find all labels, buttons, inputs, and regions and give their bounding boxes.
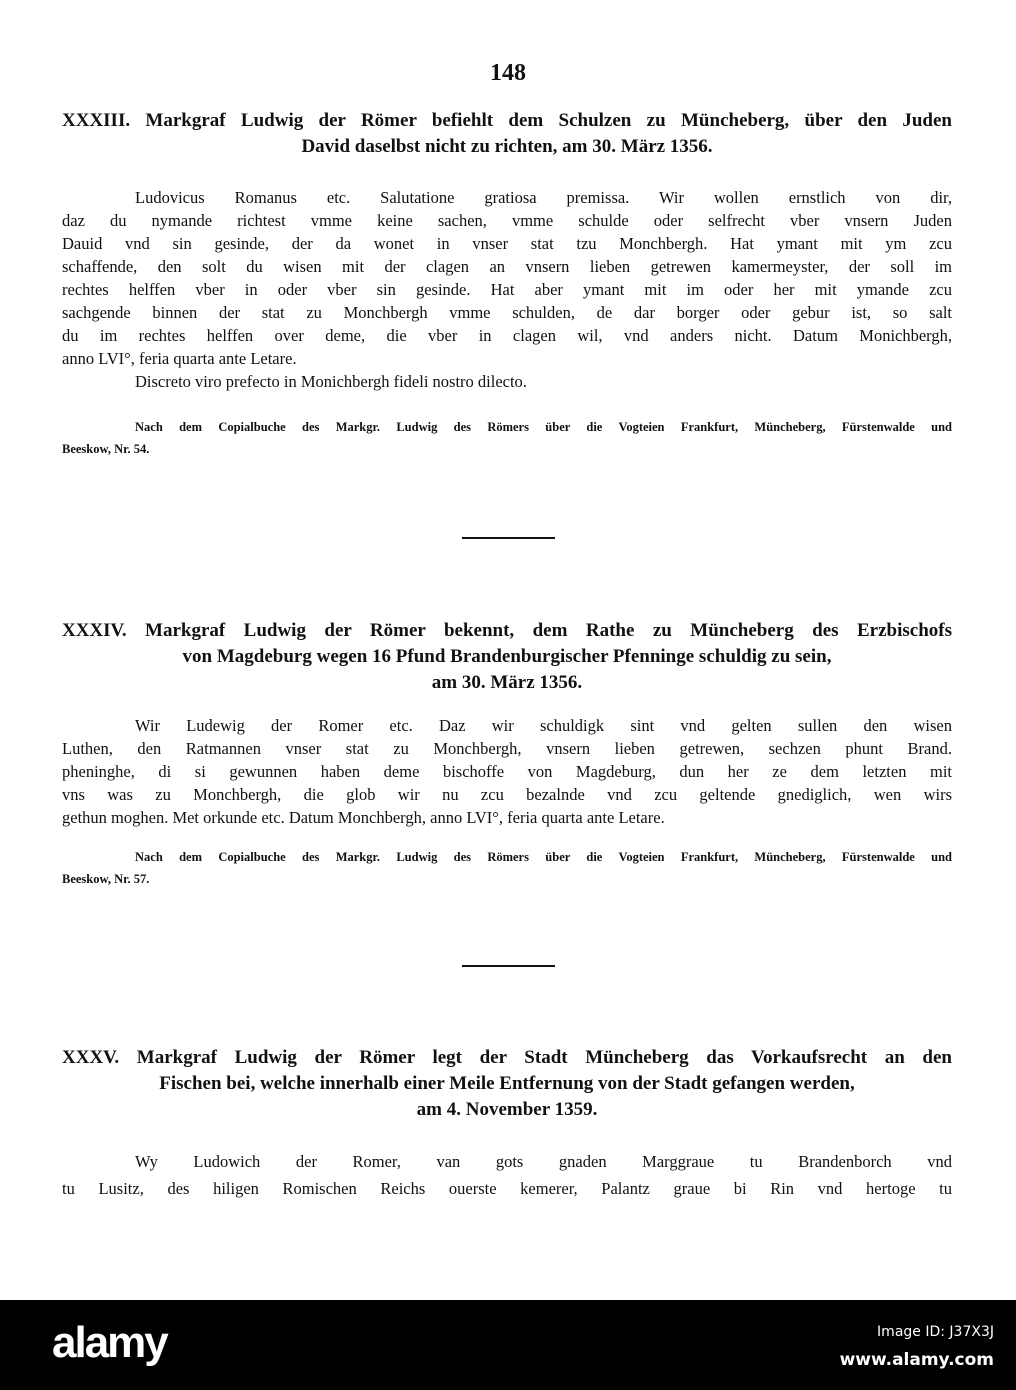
heading-line: von Magdeburg wegen 16 Pfund Brandenburgischer Pfenninge schuldig zu sein, <box>182 646 832 667</box>
body-line: sachgende binnen der stat zu Monchbergh vmme schulden, de dar borger oder gebur ist, so salt <box>62 303 952 322</box>
heading-line: XXXIII. Markgraf Ludwig der Römer befiehlt dem Schulzen zu Müncheberg, über den Juden <box>62 110 952 131</box>
heading-line: XXXV. Markgraf Ludwig der Römer legt der Stadt Müncheberg das Vorkaufsrecht an den <box>62 1047 952 1068</box>
heading-line: Fischen bei, welche innerhalb einer Meile Entfernung von der Stadt gefangen werden, <box>159 1073 855 1094</box>
body-line: Discreto viro prefecto in Monichbergh fideli nostro dilecto. <box>135 372 527 391</box>
section-xxxiii-body <box>62 186 952 393</box>
heading-line: am 30. März 1356. <box>431 672 583 693</box>
site-url: www.alamy.com <box>839 1350 994 1370</box>
note-line: Nach dem Copialbuche des Markgr. Ludwig des Römers über die Vogteien Frankfurt, Müncheberg, Fürstenwalde und <box>135 850 952 864</box>
section-xxxv-heading <box>62 1045 952 1123</box>
section-xxxiii-heading <box>62 108 952 160</box>
image-id: Image ID: J37X3J <box>877 1324 994 1340</box>
body-line: anno LVI°, feria quarta ante Letare. <box>62 349 297 368</box>
section-xxxiv-heading <box>62 618 952 696</box>
note-line: Beeskow, Nr. 54. <box>62 442 150 456</box>
body-line: gethun moghen. Met orkunde etc. Datum Monchbergh, anno LVI°, feria quarta ante Letare. <box>62 808 665 827</box>
body-line: Dauid vnd sin gesinde, der da wonet in vnser stat tzu Monchbergh. Hat ymant mit ym zcu <box>62 234 952 253</box>
body-line: daz du nymande richtest vmme keine sachen, vmme schulde oder selfrecht vber vnsern Juden <box>62 211 952 230</box>
section-divider <box>462 965 555 967</box>
alamy-logo: alamy <box>52 1318 167 1367</box>
heading-line: am 4. November 1359. <box>416 1099 598 1120</box>
section-xxxv-body <box>62 1148 952 1202</box>
heading-line: David daselbst nicht zu richten, am 30. März 1356. <box>301 136 713 157</box>
section-xxxiii-source-note <box>62 416 952 460</box>
body-line: schaffende, den solt du wisen mit der clagen an vnsern lieben getrewen kamermeyster, der soll im <box>62 257 952 276</box>
body-line: du im rechtes helffen over deme, die vber in clagen wil, vnd anders nicht. Datum Monichbergh, <box>62 326 952 345</box>
note-line: Beeskow, Nr. 57. <box>62 872 150 886</box>
body-line: Wy Ludowich der Romer, van gots gnaden Marggraue tu Brandenborch vnd <box>135 1152 952 1171</box>
body-line: Wir Ludewig der Romer etc. Daz wir schuldigk sint vnd gelten sullen den wisen <box>135 716 952 735</box>
body-line: vns was zu Monchbergh, die glob wir nu zcu bezalnde vnd zcu geltende gnediglich, wen wirs <box>62 785 952 804</box>
section-xxxiv-source-note <box>62 846 952 890</box>
page-number: 148 <box>490 60 526 86</box>
body-line: tu Lusitz, des hiligen Romischen Reichs ouerste kemerer, Palantz graue bi Rin vnd hertoge tu <box>62 1179 952 1198</box>
body-line: Ludovicus Romanus etc. Salutatione gratiosa premissa. Wir wollen ernstlich von dir, <box>135 188 952 207</box>
body-line: Luthen, den Ratmannen vnser stat zu Monchbergh, vnsern lieben getrewen, sechzen phunt Brand. <box>62 739 952 758</box>
note-line: Nach dem Copialbuche des Markgr. Ludwig des Römers über die Vogteien Frankfurt, Müncheberg, Fürstenwalde und <box>135 420 952 434</box>
watermark-bar <box>0 1300 1016 1390</box>
section-xxxiv-body <box>62 714 952 829</box>
section-divider <box>462 537 555 539</box>
body-line: rechtes helffen vber in oder vber sin gesinde. Hat aber ymant mit im oder her mit ymande zcu <box>62 280 952 299</box>
heading-line: XXXIV. Markgraf Ludwig der Römer bekennt, dem Rathe zu Müncheberg des Erzbischofs <box>62 620 952 641</box>
body-line: pheninghe, di si gewunnen haben deme bischoffe von Magdeburg, dun her ze dem letzten mit <box>62 762 952 781</box>
